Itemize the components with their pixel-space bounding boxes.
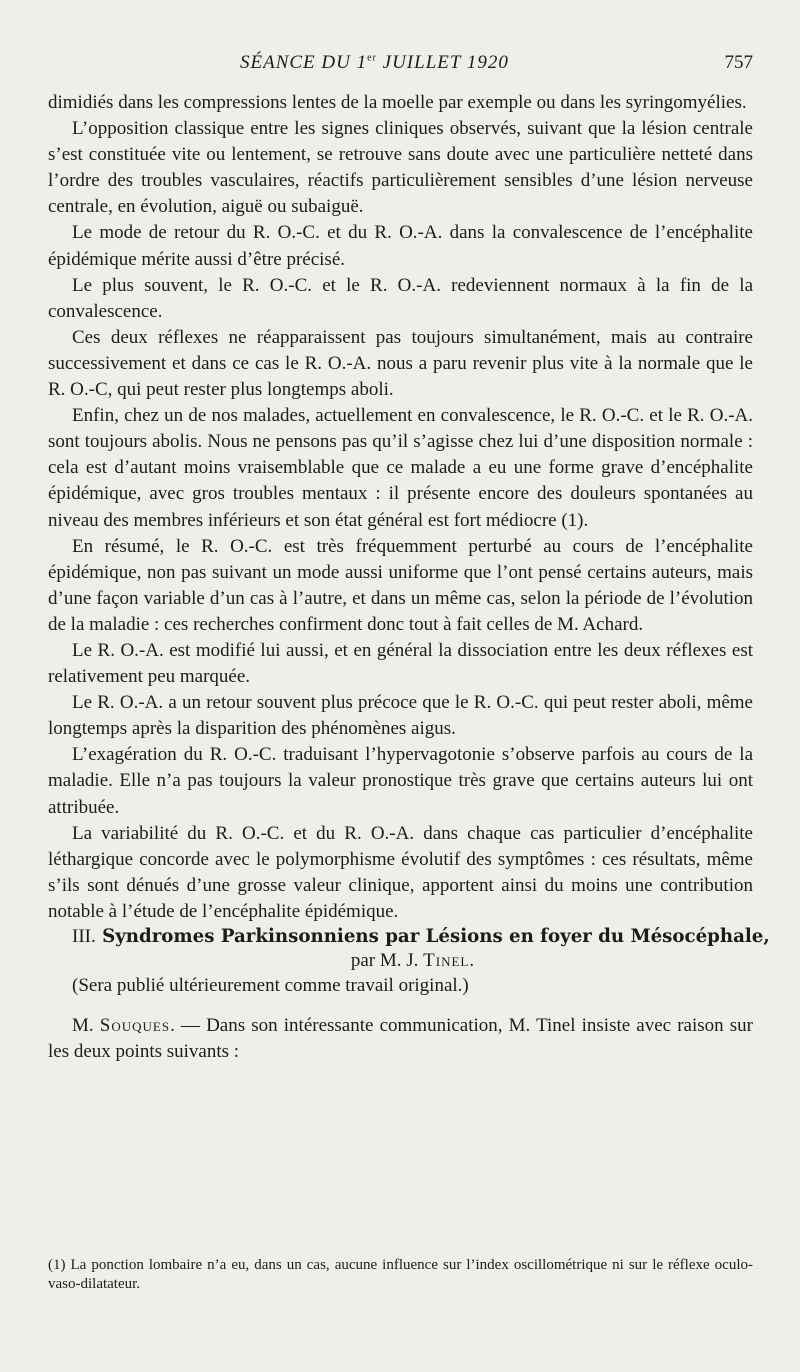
section-title: Syndromes Parkinsonniens par Lésions en foyer du Mésocéphale, xyxy=(102,926,770,947)
paragraph: Enfin, chez un de nos malades, actuellement en convalescence, le R. O.-C. et le R. O.-A. sont toujours abolis. Nous ne pensons pas qu’il s’agisse chez lui d’une disposition normale : cela est d’autant moins vraisemblable que ce malade a eu une forme grave d’encéphalite épidémique, avec gros troubles mentaux : il présente encore des douleurs spontanées au niveau des membres inférieurs et son état général est fort médiocre (1). xyxy=(48,405,753,531)
speaker-name: Souques xyxy=(99,1015,171,1037)
paragraph: Ces deux réflexes ne réapparaissent pas toujours simultanément, mais au contraire successivement et dans ce cas le R. O.-A. nous a paru revenir plus vite à la normale que le R. O.-C, qui peut rester plus longtemps aboli. xyxy=(48,326,753,401)
page-header xyxy=(48,52,753,82)
byline-post: . xyxy=(469,950,475,971)
discussion-text: . — Dans son intéressante communication, M. Tinel insiste avec raison sur les deux points suivants : xyxy=(48,1015,753,1063)
paragraph: Le R. O.-A. a un retour souvent plus précoce que le R. O.-C. qui peut rester aboli, même longtemps après la disparition des phénomènes aigus. xyxy=(48,692,753,740)
discussion-paragraph xyxy=(48,1013,753,1065)
section-byline xyxy=(48,949,753,973)
paragraph: dimidiés dans les compressions lentes de la moelle par exemple ou dans les syringomyélies. xyxy=(48,92,747,113)
running-title xyxy=(240,52,509,74)
paragraph: Le plus souvent, le R. O.-C. et le R. O.-A. redeviennent normaux à la fin de la convalescence. xyxy=(48,274,753,322)
paragraph: La variabilité du R. O.-C. et du R. O.-A. dans chaque cas particulier d’encéphalite léthargique concorde avec le polymorphisme évolutif des symptômes : ces résultats, même s’ils sont dénués d’une grosse valeur clinique, apportent ainsi du moins une contribution notable à l’étude de l’encéphalite épidémique. xyxy=(48,822,753,922)
speaker-prefix: M. xyxy=(72,1015,100,1037)
byline-author: Tinel xyxy=(423,950,470,971)
spacer xyxy=(48,999,753,1013)
footnote-text: (1) La ponction lombaire n’a eu, dans un cas, aucune influence sur l’index oscillométrique ni sur le réflexe oculo-vaso-dilatateur. xyxy=(48,1257,753,1292)
publication-note: (Sera publié ultérieurement comme travail original.) xyxy=(72,975,469,996)
section-number: III. xyxy=(72,926,96,947)
paragraph: L’exagération du R. O.-C. traduisant l’hypervagotonie s’observe parfois au cours de la maladie. Elle n’a pas toujours la valeur pronostique très grave que certains auteurs lui ont attribuée. xyxy=(48,744,753,818)
running-title-post: JUILLET 1920 xyxy=(376,52,509,73)
body-text xyxy=(48,90,770,1065)
section-heading xyxy=(48,925,770,949)
running-title-pre: SÉANCE DU 1 xyxy=(240,52,368,73)
running-title-sup: er xyxy=(367,52,377,64)
footnote xyxy=(48,1256,753,1294)
paragraph: Le mode de retour du R. O.-C. et du R. O.-A. dans la convalescence de l’encéphalite épidémique mérite aussi d’être précisé. xyxy=(48,222,753,270)
paragraph: En résumé, le R. O.-C. est très fréquemment perturbé au cours de l’encéphalite épidémique, non pas suivant un mode aussi uniforme que l’ont pensé certains auteurs, mais d’une façon variable d’un cas à l’autre, et dans un même cas, selon la période de l’évolution de la maladie : ces recherches confirment donc tout à fait celles de M. Achard. xyxy=(48,535,753,635)
paragraph: L’opposition classique entre les signes cliniques observés, suivant que la lésion centrale s’est constituée vite ou lentement, se retrouve sans doute avec une particulière netteté dans l’ordre des troubles vasculaires, réactifs particulièrement sensibles d’une lésion nerveuse centrale, en évolution, aiguë ou subaiguë. xyxy=(48,118,753,218)
paragraph: Le R. O.-A. est modifié lui aussi, et en général la dissociation entre les deux réflexes est relativement peu marquée. xyxy=(48,639,753,688)
page-number: 757 xyxy=(724,52,753,73)
byline-pre: par M. J. xyxy=(350,950,424,971)
